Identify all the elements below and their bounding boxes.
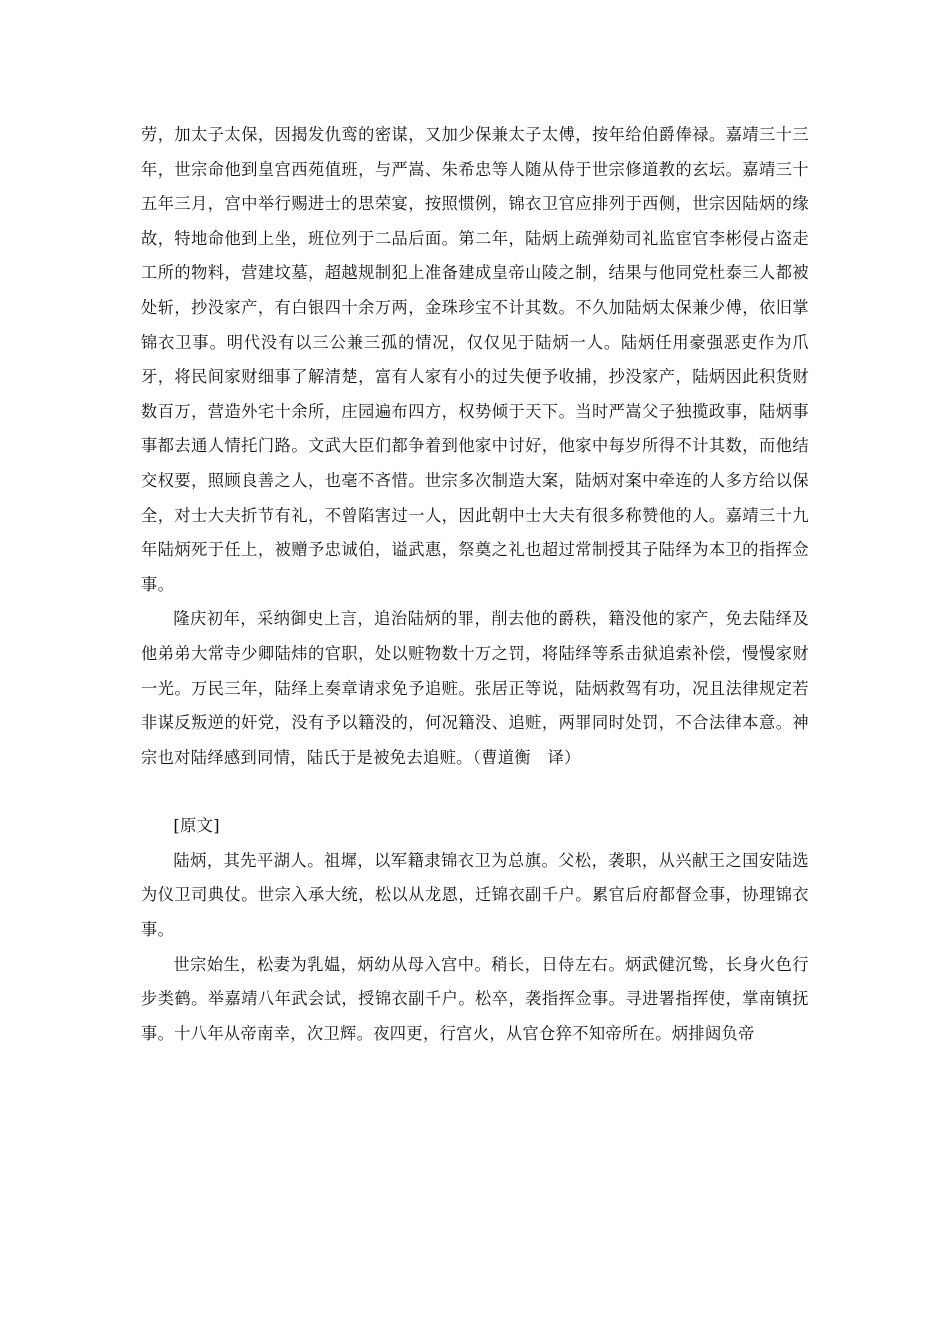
translation-paragraph-2: 隆庆初年，采纳御史上言，追治陆炳的罪，削去他的爵秩，籍没他的家产，免去陆绎及他弟弟大常寺少卿陆炜的官职，处以赃物数十万之罚，将陆绎等系击狱追索补偿，慢慢家财一光。万民三年，陆绎上奏章请求免予追赃。张居正等说，陆炳救驾有功，况且法律规定若非谋反叛逆的奸党，没有予以籍没的，何况籍没、追赃，两罪同时处罚，不合法律本意。神宗也对陆绎感到同情，陆氏于是被免去追赃。（曹道衡 译） [141, 609, 809, 767]
section-spacer [141, 775, 809, 809]
document-body [141, 118, 809, 1051]
original-text-label: [原文] [173, 816, 220, 836]
original-paragraph-1: 陆炳，其先平湖人。祖墀，以军籍隶锦衣卫为总旗。父松，袭职，从兴献王之国安陆选为仪卫司典仗。世宗入承大统，松以从龙恩，迁锦衣副千户。累官后府都督佥事，协理锦衣事。 [141, 850, 809, 940]
translation-paragraph-1: 劳，加太子太保，因揭发仇鸾的密谋，又加少保兼太子太傅，按年给伯爵俸禄。嘉靖三十三年，世宗命他到皇宫西苑值班，与严嵩、朱希忠等人随从侍于世宗修道教的玄坛。嘉靖三十五年三月，宫中举行赐进士的思荣宴，按照惯例，锦衣卫官应排列于西侧，世宗因陆炳的缘故，特地命他到上坐，班位列于二品后面。第二年，陆炳上疏弹劾司礼监宦官李彬侵占盗走工所的物料，营建坟墓，超越规制犯上准备建成皇帝山陵之制，结果与他同党杜泰三人都被处斩，抄没家产，有白银四十余万两，金珠珍宝不计其数。不久加陆炳太保兼少傅，依旧掌锦衣卫事。明代没有以三公兼三孤的情况，仅仅见于陆炳一人。陆炳任用豪强恶吏作为爪牙，将民间家财细事了解清楚，富有人家有小的过失便予收捕，抄没家产，陆炳因此积货财数百万，营造外宅十余所，庄园遍布四方，权势倾于天下。当时严嵩父子独揽政事，陆炳事事都去通人情托门路。文武大臣们都争着到他家中讨好，他家中每岁所得不计其数，而他结交权要，照顾良善之人，也毫不吝惜。世宗多次制造大案，陆炳对案中牵连的人多方给以保全，对士大夫折节有礼，不曾陷害过一人，因此朝中士大夫有很多称赞他的人。嘉靖三十九年陆炳死于任上，被赠予忠诚伯，谥武惠，祭奠之礼也超过常制授其子陆绎为本卫的指挥佥事。 [141, 125, 809, 594]
original-paragraph-2: 世宗始生，松妻为乳媪，炳幼从母入宫中。稍长，日侍左右。炳武健沉鸷，长身火色行步类鹤。举嘉靖八年武会试，授锦衣副千户。松卒，袭指挥佥事。寻进署指挥使，掌南镇抚事。十八年从帝南幸，次卫辉。夜四更，行宫火，从官仓猝不知帝所在。炳排闼负帝 [141, 954, 809, 1043]
